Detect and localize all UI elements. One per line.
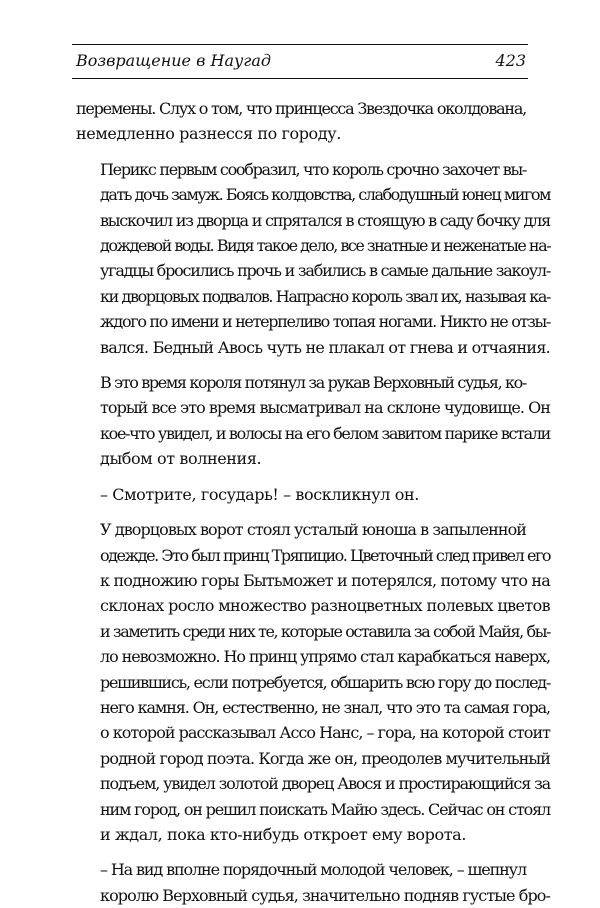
- text-line: – Смотрите, государь! – воскликнул он.: [100, 484, 419, 504]
- text-line: У дворцовых ворот стоял усталый юноша в запыленной: [100, 520, 527, 540]
- text-line: выскочил из дворца и спрятался в стоящую в саду бочку для: [100, 210, 550, 230]
- text-line: торый все это время высматривал на склоне чудовище. Он: [100, 398, 550, 418]
- text-line: угадцы бросились прочь и забились в самые дальние закоул-: [100, 261, 551, 281]
- text-line: склонах росло множество разноцветных полевых цветов: [100, 596, 551, 616]
- text-line: ним город, он решил поискать Майю здесь. Сейчас он стоял: [100, 799, 550, 819]
- text-line: и заметить среди них те, которые оставила за собой Майя, бы-: [100, 621, 551, 641]
- text-line: о которой рассказывал Ассо Нанс, – гора, на которой стоит: [100, 723, 550, 743]
- paragraph: [76, 482, 526, 507]
- text-line: Перикс первым сообразил, что король срочно захочет вы-: [100, 159, 526, 179]
- text-line: решившись, если потребуется, обшарить всю гору до послед-: [100, 672, 551, 692]
- text-line: дать дочь замуж. Боясь колдовства, слабодушный юнец мигом: [100, 185, 551, 205]
- text-line: немедленно разнесся по городу.: [76, 124, 341, 144]
- running-header-title: Возвращение в Наугад: [76, 51, 272, 70]
- text-line: королю Верховный судья, значительно подняв густые бро-: [100, 885, 551, 905]
- body-text: [76, 96, 551, 908]
- paragraph: [76, 157, 551, 360]
- running-header: [76, 49, 526, 73]
- paragraph: [76, 370, 550, 472]
- text-line: него камня. Он, естественно, не знал, что это та самая гора,: [100, 697, 551, 717]
- text-line: В это время короля потянул за рукав Верховный судья, ко-: [100, 373, 526, 393]
- header-top-rule: [72, 44, 528, 45]
- paragraph: [76, 857, 551, 908]
- text-line: ло невозможно. Но принц упрямо стал карабкаться наверх,: [100, 647, 550, 667]
- text-line: перемены. Слух о том, что принцесса Звездочка околдована,: [76, 99, 526, 118]
- text-line: и ждал, пока кто-нибудь откроет ему ворота.: [100, 824, 467, 844]
- text-line: дождевой воды. Видя такое дело, все знатные и неженатые на-: [100, 236, 551, 256]
- paragraph: [76, 96, 526, 147]
- text-line: ждого по имени и нетерпеливо топая ногами. Никто не отзы-: [100, 312, 551, 332]
- header-bottom-rule: [72, 78, 528, 79]
- text-line: кое-что увидел, и волосы на его белом завитом парике встали: [100, 423, 550, 443]
- text-line: одежде. Это был принц Тряпицио. Цветочный след привел его: [100, 545, 551, 565]
- paragraph: [76, 517, 551, 847]
- text-line: к подножию горы Бытьможет и потерялся, потому что на: [100, 570, 551, 590]
- text-line: дыбом от волнения.: [100, 449, 262, 469]
- page-number: 423: [495, 51, 526, 70]
- text-line: вался. Бедный Авось чуть не плакал от гнева и отчаяния.: [100, 337, 551, 357]
- text-line: подъем, увидел золотой дворец Авося и простирающийся за: [100, 774, 551, 794]
- text-line: – На вид вполне порядочный молодой человек, – шепнул: [100, 860, 526, 880]
- text-line: ки дворцовых подвалов. Напрасно король звал их, называя ка-: [100, 286, 550, 306]
- text-line: родной город поэта. Когда же он, преодолев мучительный: [100, 748, 550, 768]
